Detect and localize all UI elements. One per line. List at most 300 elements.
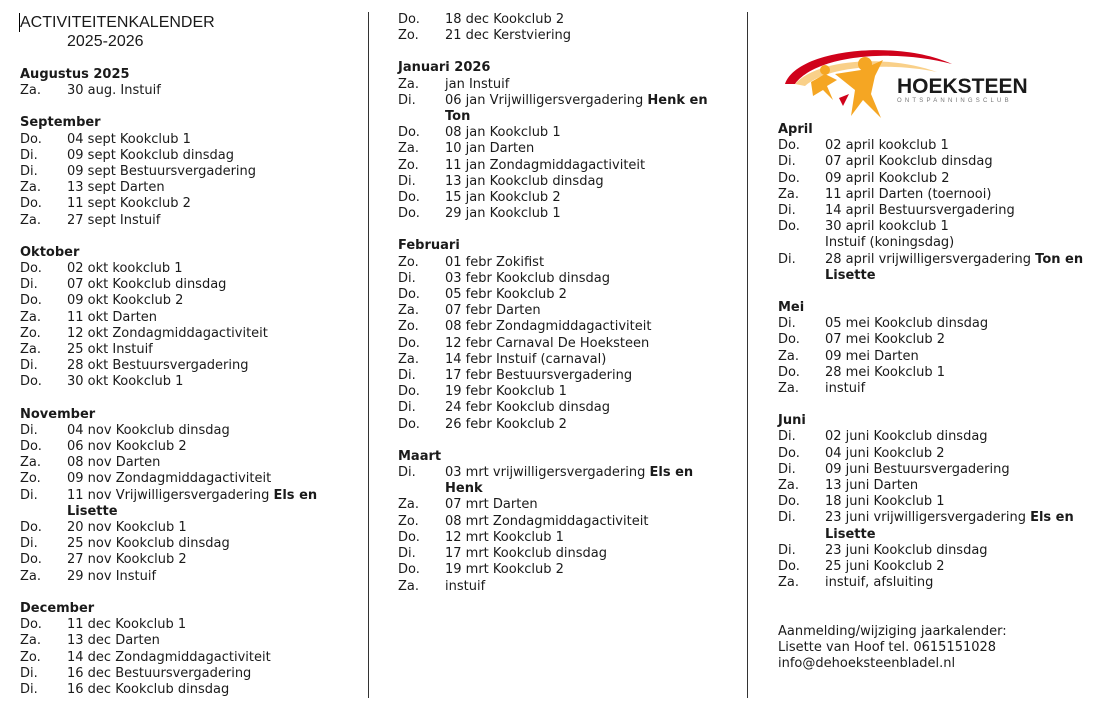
activity-row [398, 579, 733, 595]
activity-day: Di. [778, 203, 796, 219]
activity-description: 11 dec Kookclub 1 [67, 617, 187, 633]
activity-text [67, 326, 355, 342]
activity-day: Di. [20, 487, 38, 503]
activity-row [398, 93, 733, 125]
activity-row [398, 546, 733, 562]
activity-text [67, 633, 355, 649]
activity-day: Zo. [20, 325, 41, 341]
activity-row [20, 471, 355, 487]
activity-row [20, 488, 355, 520]
activity-day: Za. [20, 342, 42, 358]
activity-text [445, 319, 733, 335]
activity-day: Di. [20, 358, 38, 374]
activity-description: 05 mei Kookclub dinsdag [825, 316, 989, 332]
activity-volunteers: Henk en Ton [445, 92, 708, 125]
activity-row [20, 455, 355, 471]
logo-name: HOEKSTEEN [897, 75, 1028, 98]
activity-day: Di. [778, 154, 796, 170]
activity-row [20, 293, 355, 309]
activity-text [445, 255, 733, 271]
activity-description: 07 okt Kookclub dinsdag [67, 277, 227, 293]
activity-description: 02 okt kookclub 1 [67, 261, 183, 277]
activity-description: 13 jan Kookclub dinsdag [445, 173, 604, 189]
activity-description: 19 mrt Kookclub 2 [445, 562, 564, 578]
activity-day: Zo. [398, 157, 419, 173]
activity-row [20, 326, 355, 342]
activity-row [20, 617, 355, 633]
activity-row [398, 271, 733, 287]
activity-day: Za. [20, 455, 42, 471]
activity-description: 09 sept Bestuursvergadering [67, 164, 257, 180]
activity-description: 04 juni Kookclub 2 [825, 445, 945, 461]
activity-day: Za. [20, 212, 42, 228]
activity-description: 01 febr Zokifist [445, 254, 545, 270]
activity-text [825, 365, 1098, 381]
activity-row [398, 174, 733, 190]
activity-day: Za. [398, 141, 420, 157]
activity-row [398, 125, 733, 141]
activity-row [398, 562, 733, 578]
activity-row [398, 255, 733, 271]
activity-row [398, 158, 733, 174]
activity-row [20, 423, 355, 439]
contact-email[interactable]: info@dehoeksteenbladel.nl [778, 656, 956, 672]
activity-text [67, 439, 355, 455]
calendar-column-1 [20, 51, 355, 698]
activity-row [398, 368, 733, 384]
month-section [778, 413, 1098, 591]
activity-text [825, 252, 1098, 284]
activity-description: 25 okt Instuif [67, 342, 153, 358]
activity-day: Di. [20, 665, 38, 681]
activity-description: 06 nov Kookclub 2 [67, 439, 187, 455]
activity-day: Za. [398, 351, 420, 367]
activity-text [445, 417, 733, 433]
activity-text [445, 368, 733, 384]
activity-row [398, 400, 733, 416]
activity-day: Do. [778, 219, 800, 235]
activity-row [20, 132, 355, 148]
activity-row [20, 439, 355, 455]
activity-description: 11 jan Zondagmiddagactiviteit [445, 157, 646, 173]
month-heading: Juni [778, 413, 806, 429]
activity-row [778, 494, 1098, 510]
activity-day: Do. [778, 332, 800, 348]
activity-text [825, 510, 1098, 542]
activity-text [445, 465, 733, 497]
activity-day: Za. [398, 303, 420, 319]
column-divider-1 [368, 12, 369, 698]
activity-row [778, 171, 1098, 187]
activity-text [67, 536, 355, 552]
activity-description: 29 jan Kookclub 1 [445, 206, 561, 222]
logo-accent [839, 94, 849, 106]
activity-row [20, 261, 355, 277]
activity-text [825, 332, 1098, 348]
activity-description: 30 aug. Instuif [67, 83, 161, 99]
activity-row [20, 342, 355, 358]
activity-day: Di. [398, 546, 416, 562]
activity-day: Di. [20, 164, 38, 180]
activity-row [20, 83, 355, 99]
activity-day: Do. [20, 131, 42, 147]
activity-day: Do. [398, 125, 420, 141]
activity-description: 03 febr Kookclub dinsdag [445, 270, 611, 286]
activity-text [67, 164, 355, 180]
activity-description: 02 april kookclub 1 [825, 138, 949, 154]
activity-row [778, 510, 1098, 542]
month-heading: Januari 2026 [398, 60, 491, 76]
activity-text [445, 303, 733, 319]
activity-day: Do. [398, 190, 420, 206]
activity-description: 17 mrt Kookclub dinsdag [445, 546, 607, 562]
month-section [20, 115, 355, 228]
activity-row [778, 219, 1098, 235]
activity-row [398, 336, 733, 352]
month-section [398, 449, 733, 595]
activity-text [445, 546, 733, 562]
activity-description: 02 juni Kookclub dinsdag [825, 429, 988, 445]
activity-text [67, 277, 355, 293]
activity-description: 16 dec Bestuursvergadering [67, 665, 252, 681]
activity-text [67, 455, 355, 471]
activity-row [778, 138, 1098, 154]
activity-day [778, 235, 825, 251]
activity-description: 08 febr Zondagmiddagactiviteit [445, 319, 652, 335]
activity-day: Za. [20, 309, 42, 325]
activity-row [778, 478, 1098, 494]
activity-text [67, 617, 355, 633]
activity-text [445, 400, 733, 416]
activity-text [67, 488, 355, 520]
activity-volunteers: Els en Lisette [825, 510, 1074, 542]
activity-row [398, 384, 733, 400]
activity-description: 04 sept Kookclub 1 [67, 131, 191, 147]
activity-day: Do. [398, 335, 420, 351]
activity-description: jan Instuif [445, 76, 510, 92]
activity-description: 25 juni Kookclub 2 [825, 559, 945, 575]
activity-text [825, 429, 1098, 445]
activity-description: 04 nov Kookclub dinsdag [67, 422, 230, 438]
activity-row [778, 543, 1098, 559]
activity-day: Do. [778, 138, 800, 154]
activity-row [398, 12, 733, 28]
activity-text [445, 579, 733, 595]
activity-day: Za. [20, 568, 42, 584]
activity-text [67, 261, 355, 277]
activity-text [67, 83, 355, 99]
contact-phone: Lisette van Hoof tel. 0615151028 [778, 640, 997, 656]
activity-row [778, 349, 1098, 365]
activity-text [825, 349, 1098, 365]
activity-description: 09 nov Zondagmiddagactiviteit [67, 471, 272, 487]
month-section [778, 300, 1098, 397]
activity-day: Di. [778, 316, 796, 332]
activity-row [20, 569, 355, 585]
activity-day: Di. [20, 536, 38, 552]
activity-row [20, 148, 355, 164]
activity-day: Do. [398, 416, 420, 432]
activity-row [20, 633, 355, 649]
activity-description: 08 nov Darten [67, 455, 161, 471]
activity-description: 13 sept Darten [67, 180, 165, 196]
activity-day: Do. [398, 529, 420, 545]
activity-row [398, 497, 733, 513]
activity-row [778, 154, 1098, 170]
activity-text [445, 287, 733, 303]
activity-row [20, 520, 355, 536]
activity-text [825, 235, 1098, 251]
activity-description: 24 febr Kookclub dinsdag [445, 400, 611, 416]
activity-day: Za. [20, 83, 42, 99]
activity-day: Zo. [20, 649, 41, 665]
activity-description: 27 nov Kookclub 2 [67, 552, 187, 568]
month-heading: Augustus 2025 [20, 67, 130, 82]
activity-row [778, 203, 1098, 219]
activity-day: Do. [20, 552, 42, 568]
activity-description: 09 mei Darten [825, 348, 919, 364]
column-divider-2 [747, 12, 748, 698]
activity-description: 03 mrt vrijwilligersvergadering [445, 465, 650, 481]
activity-day: Di. [20, 277, 38, 293]
activity-description: 26 febr Kookclub 2 [445, 416, 567, 432]
activity-row [20, 552, 355, 568]
activity-text [825, 478, 1098, 494]
activity-day: Do. [20, 374, 42, 390]
activity-row [778, 446, 1098, 462]
activity-description: 07 mrt Darten [445, 497, 538, 513]
activity-description: 07 april Kookclub dinsdag [825, 154, 993, 170]
activity-text [445, 174, 733, 190]
activity-day: Zo. [398, 254, 419, 270]
activity-day: Do. [778, 494, 800, 510]
activity-text [825, 462, 1098, 478]
activity-row [778, 559, 1098, 575]
activity-row [398, 319, 733, 335]
activity-description: 07 febr Darten [445, 303, 541, 319]
activity-row [778, 429, 1098, 445]
activity-day: Do. [778, 445, 800, 461]
activity-day: Za. [398, 497, 420, 513]
activity-description: 25 nov Kookclub dinsdag [67, 536, 230, 552]
activity-description: 29 nov Instuif [67, 568, 157, 584]
activity-description: 11 nov Vrijwilligersvergadering [67, 487, 274, 503]
activity-row [398, 190, 733, 206]
activity-description: 11 sept Kookclub 2 [67, 196, 191, 212]
activity-row [778, 316, 1098, 332]
activity-row [778, 332, 1098, 348]
activity-text [67, 520, 355, 536]
calendar-column-2 [398, 0, 733, 595]
activity-volunteers: Ton en Lisette [825, 251, 1084, 283]
activity-text [445, 352, 733, 368]
activity-text [67, 213, 355, 229]
activity-text [825, 381, 1098, 397]
activity-day: Do. [398, 206, 420, 222]
activity-text [445, 28, 733, 44]
activity-row [398, 465, 733, 497]
activity-row [20, 277, 355, 293]
contact-heading: Aanmelding/wijziging jaarkalender: [778, 624, 1007, 639]
activity-day: Di. [20, 147, 38, 163]
month-section [20, 407, 355, 585]
activity-description: 05 febr Kookclub 2 [445, 287, 567, 303]
hoeksteen-logo [777, 44, 1067, 122]
activity-row [20, 196, 355, 212]
activity-text [67, 310, 355, 326]
activity-description: 12 febr Carnaval De Hoeksteen [445, 335, 650, 351]
activity-day: Do. [20, 520, 42, 536]
activity-text [445, 530, 733, 546]
activity-description: 11 april Darten (toernooi) [825, 186, 992, 202]
activity-text [67, 148, 355, 164]
activity-text [67, 342, 355, 358]
month-heading: Februari [398, 238, 460, 254]
activity-description: 12 mrt Kookclub 1 [445, 529, 564, 545]
activity-row [778, 381, 1098, 397]
activity-day: Di. [20, 422, 38, 438]
activity-description: 14 febr Instuif (carnaval) [445, 351, 607, 367]
activity-volunteers: Els en Henk [445, 465, 694, 497]
activity-description: instuif [825, 381, 866, 397]
activity-row [778, 575, 1098, 591]
activity-description: 19 febr Kookclub 1 [445, 384, 567, 400]
activity-day: Za. [778, 381, 800, 397]
activity-row [20, 358, 355, 374]
activity-text [825, 494, 1098, 510]
activity-day: Do. [20, 439, 42, 455]
activity-description: 18 dec Kookclub 2 [445, 12, 565, 27]
activity-text [67, 682, 355, 698]
activity-description: 28 mei Kookclub 1 [825, 364, 946, 380]
activity-description: 08 mrt Zondagmiddagactiviteit [445, 513, 649, 529]
activity-volunteers: Els en Lisette [67, 487, 318, 519]
activity-text [445, 514, 733, 530]
activity-day: Za. [778, 348, 800, 364]
activity-text [825, 575, 1098, 591]
activity-row [20, 180, 355, 196]
month-heading: Maart [398, 448, 442, 464]
activity-text [67, 293, 355, 309]
month-heading: September [20, 115, 101, 131]
activity-day: Di. [778, 251, 796, 267]
month-heading: November [20, 406, 96, 422]
activity-text [445, 384, 733, 400]
activity-text [445, 93, 733, 125]
activity-description: Instuif (koningsdag) [825, 235, 955, 251]
activity-day: Di. [398, 270, 416, 286]
month-section [398, 60, 733, 222]
month-section [398, 238, 733, 432]
activity-text [825, 543, 1098, 559]
activity-description: 13 dec Darten [67, 633, 160, 649]
activity-day: Za. [20, 633, 42, 649]
activity-day: Do. [398, 384, 420, 400]
month-section [778, 122, 1098, 284]
activity-day: Di. [778, 510, 796, 526]
activity-row [398, 28, 733, 44]
calendar-column-3 [778, 106, 1098, 591]
activity-text [825, 446, 1098, 462]
month-heading: April [778, 122, 813, 137]
activity-text [445, 125, 733, 141]
activity-text [445, 190, 733, 206]
logo-figure-head-small [820, 65, 830, 75]
activity-description: 30 april kookclub 1 [825, 219, 949, 235]
activity-text [445, 562, 733, 578]
activity-text [445, 206, 733, 222]
activity-day: Za. [398, 578, 420, 594]
activity-row [398, 352, 733, 368]
activity-day: Do. [20, 196, 42, 212]
activity-text [67, 196, 355, 212]
activity-text [445, 77, 733, 93]
activity-text [67, 569, 355, 585]
activity-text [67, 471, 355, 487]
activity-day: Zo. [398, 28, 419, 44]
activity-day: Zo. [20, 471, 41, 487]
activity-day: Di. [398, 368, 416, 384]
activity-text [825, 187, 1098, 203]
activity-day: Zo. [398, 513, 419, 529]
activity-row [398, 287, 733, 303]
activity-day: Za. [20, 180, 42, 196]
activity-day: Di. [398, 465, 416, 481]
activity-text [825, 219, 1098, 235]
activity-day: Di. [20, 681, 38, 697]
activity-day: Do. [20, 261, 42, 277]
activity-text [67, 132, 355, 148]
activity-row [20, 374, 355, 390]
activity-day: Za. [778, 575, 800, 591]
activity-row [778, 187, 1098, 203]
activity-row [398, 206, 733, 222]
activity-text [67, 358, 355, 374]
logo-tagline: ONTSPANNINGSCLUB [897, 98, 1012, 104]
activity-description: 16 dec Kookclub dinsdag [67, 681, 230, 697]
activity-text [445, 12, 733, 28]
activity-day: Di. [398, 173, 416, 189]
activity-description: 07 mei Kookclub 2 [825, 332, 946, 348]
activity-day: Do. [20, 617, 42, 633]
activity-text [445, 271, 733, 287]
activity-description: 28 april vrijwilligersvergadering [825, 251, 1036, 267]
activity-text [445, 336, 733, 352]
month-section [20, 67, 355, 99]
month-section [398, 0, 733, 44]
activity-text [67, 180, 355, 196]
activity-text [825, 154, 1098, 170]
activity-description: 14 april Bestuursvergadering [825, 203, 1015, 219]
activity-text [67, 423, 355, 439]
activity-row [398, 530, 733, 546]
activity-description: 13 juni Darten [825, 478, 919, 494]
calendar-year: 2025-2026 [67, 33, 144, 50]
activity-description: 21 dec Kerstviering [445, 28, 572, 44]
activity-description: 12 okt Zondagmiddagactiviteit [67, 325, 268, 341]
activity-row [398, 141, 733, 157]
activity-description: 06 jan Vrijwilligersvergadering [445, 92, 648, 108]
activity-text [445, 158, 733, 174]
activity-day: Do. [778, 170, 800, 186]
contact-info [778, 624, 1098, 673]
activity-row [20, 650, 355, 666]
activity-description: 27 sept Instuif [67, 212, 161, 228]
activity-day: Zo. [398, 319, 419, 335]
activity-row [778, 235, 1098, 251]
activity-day: Di. [778, 461, 796, 477]
activity-text [825, 316, 1098, 332]
